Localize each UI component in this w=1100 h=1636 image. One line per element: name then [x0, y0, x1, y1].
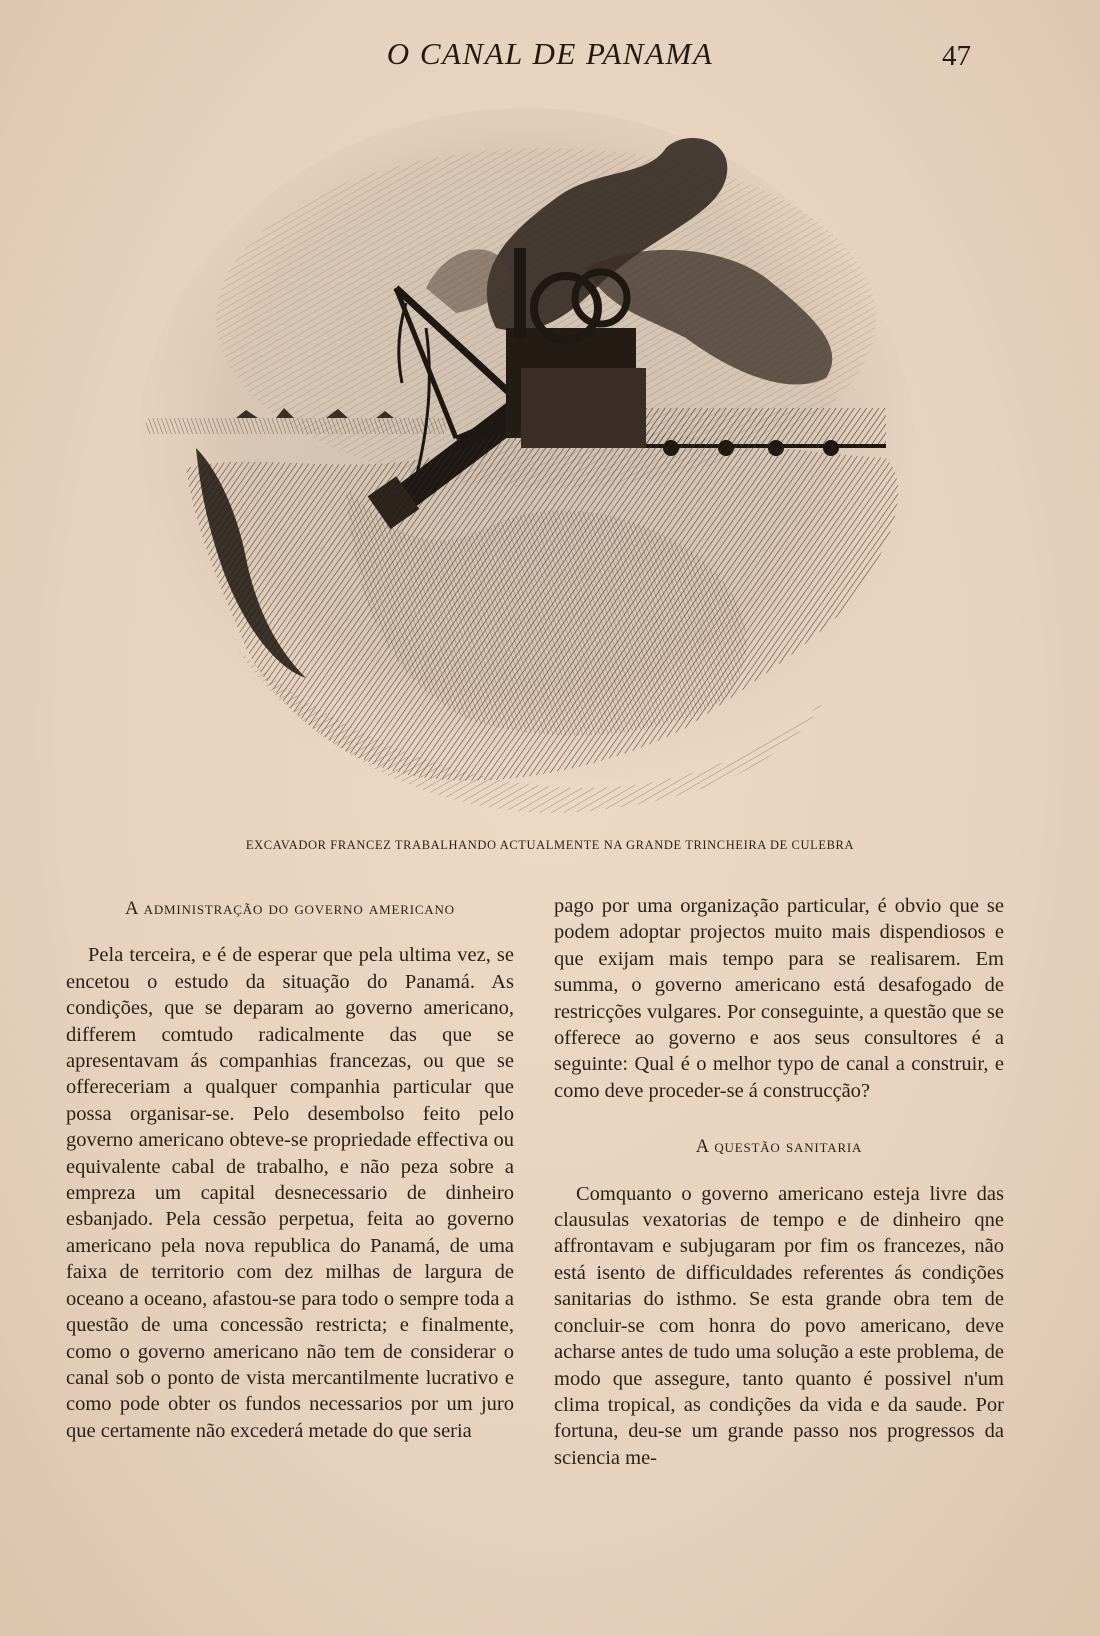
page-number: 47: [942, 40, 971, 72]
running-head: O CANAL DE PANAMA: [386, 36, 714, 71]
figure-caption: EXCAVADOR FRANCEZ TRABALHANDO ACTUALMENTE NA GRANDE TRINCHEIRA DE CULEBRA: [245, 838, 855, 852]
column-left: [66, 896, 514, 1444]
paragraph: Comquanto o governo americano esteja livre das clausulas vexatorias de tempo e de dinheiro qne affrontavam e subjugaram por fim os francezes, não está isento de difficuldades referentes ás condições sanitarias do isthmo. Se esta grande obra tem de concluir-se com honra do povo americano, deve acharse antes de tudo uma solução a este problema, de modo que assegure, tanto quanto é possivel n'um clima tropical, as condições da vida e da saude. Por fortuna, deu-se um grande passo nos progressos da sciencia me-: [554, 1182, 1004, 1469]
section-heading-questao-sanitaria: A questão sanitaria: [695, 1137, 863, 1158]
column-right: [554, 893, 1004, 1471]
paragraph: Pela terceira, e é de esperar que pela ultima vez, se encetou o estudo da situação do Panamá. As condições, que se deparam ao governo americano, differem comtudo radicalmente das que se apresentavam ás companhias francezas, ou que se offereceriam a qualquer companhia particular que possa organisar-se. Pelo desembolso feito pelo governo americano obteve-se propriedade effectiva ou equivalente cabal de trabalho, e não peza sobre a empreza um capital desnecessario de dinheiro esbanjado. Pela cessão perpetua, feita ao governo americano pela nova republica do Panamá, de uma faixa de territorio com dez milhas de largura de oceano a oceano, afastou-se para todo o sempre toda a questão de uma concessão restricta; e finalmente, como o governo americano não tem de considerar o canal sob o ponto de vista mercantilmente lucrativo e como pode obter os fundos necessarios por um juro que certamente não excederá metade do que seria: [66, 944, 514, 1442]
illustration-excavator: [126, 88, 926, 818]
paragraph-continued: pago por uma organização particular, é obvio que se podem adoptar projectos muito mais dispendiosos e que exijam mais tempo para se realisarem. Em summa, o governo americano está desafogado de restricções vulgares. Por conseguinte, a questão que se offerece ao governo e aos seus consultores é a seguinte: Qual é o melhor typo de canal a construir, e como deve proceder-se á construcção?: [554, 895, 1004, 1102]
section-heading-administracao: A administração do governo americano: [125, 899, 455, 919]
